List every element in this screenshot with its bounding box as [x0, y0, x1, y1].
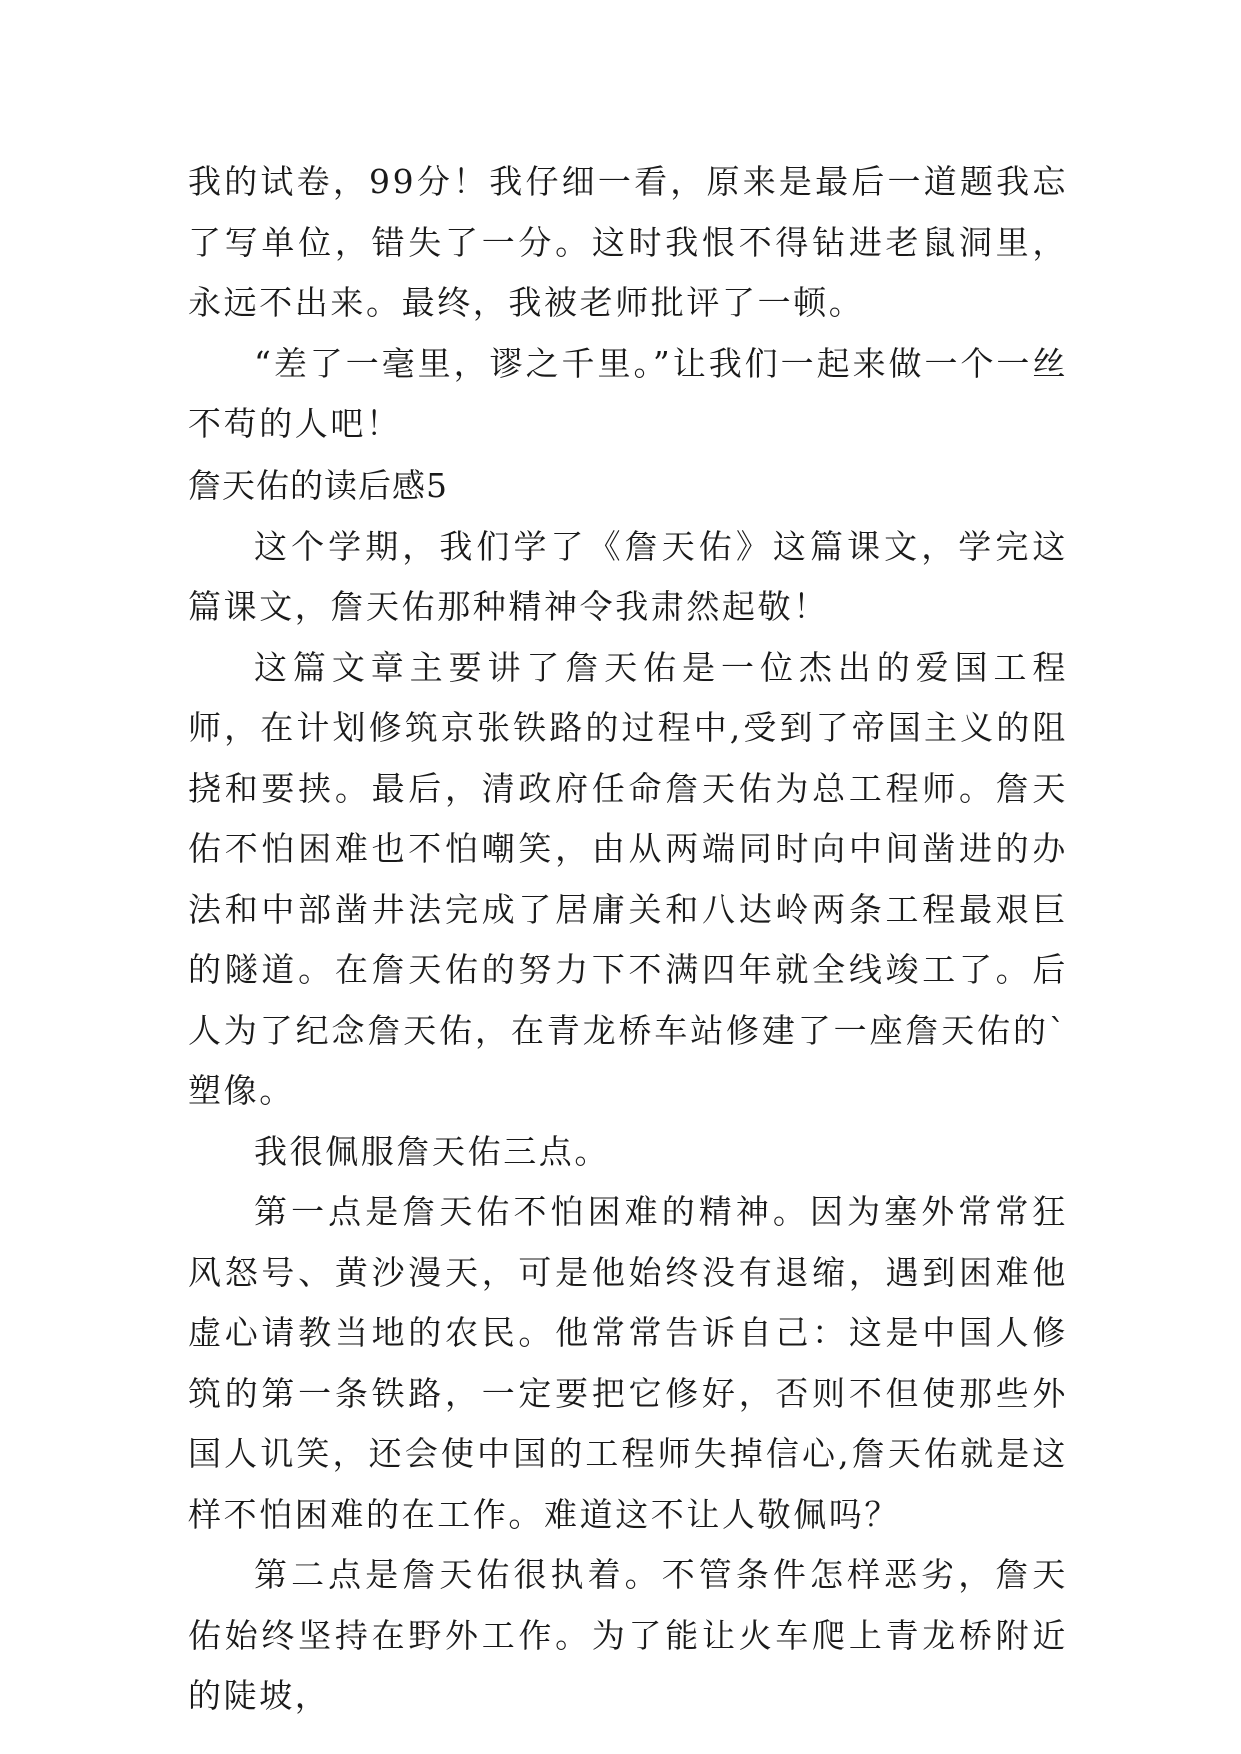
paragraph-summary: 这篇文章主要讲了詹天佑是一位杰出的爱国工程师，在计划修筑京张铁路的过程中,受到了帝国主义的阻挠和要挟。最后，清政府任命詹天佑为总工程师。詹天佑不怕困难也不怕嘲笑，由从两端同时向中间凿进的办法和中部凿井法完成了居庸关和八达岭两条工程最艰巨的隧道。在詹天佑的努力下不满四年就全线竣工了。后人为了纪念詹天佑，在青龙桥车站修建了一座詹天佑的`塑像。 [188, 647, 1068, 1110]
paragraph-point-two: 第二点是詹天佑很执着。不管条件怎样恶劣，詹天佑始终坚持在野外工作。为了能让火车爬上青龙桥附近的陡坡， [188, 1555, 1068, 1715]
paragraph-point-one: 第一点是詹天佑不怕困难的精神。因为塞外常常狂风怒号、黄沙漫天，可是他始终没有退缩，遇到困难他虚心请教当地的农民。他常常告诉自己：这是中国人修筑的第一条铁路，一定要把它修好，否则不但使那些外国人讥笑，还会使中国的工程师失掉信心,詹天佑就是这样不怕困难的在工作。难道这不让人敬佩吗？ [188, 1192, 1068, 1534]
paragraph-three-points: 我很佩服詹天佑三点。 [254, 1131, 610, 1171]
document-page [188, 152, 1068, 1727]
paragraph-intro: 这个学期，我们学了《詹天佑》这篇课文，学完这篇课文，詹天佑那种精神令我肃然起敬！ [188, 526, 1068, 626]
continued-paragraph-2: “差了一毫里，谬之千里。”让我们一起来做一个一丝不苟的人吧！ [188, 343, 1068, 443]
continued-paragraph-1: 我的试卷，99分！我仔细一看，原来是最后一道题我忘了写单位，错失了一分。这时我恨不得钻进老鼠洞里，永远不出来。最终，我被老师批评了一顿。 [188, 162, 1068, 322]
section-title: 詹天佑的读后感5 [188, 465, 448, 505]
